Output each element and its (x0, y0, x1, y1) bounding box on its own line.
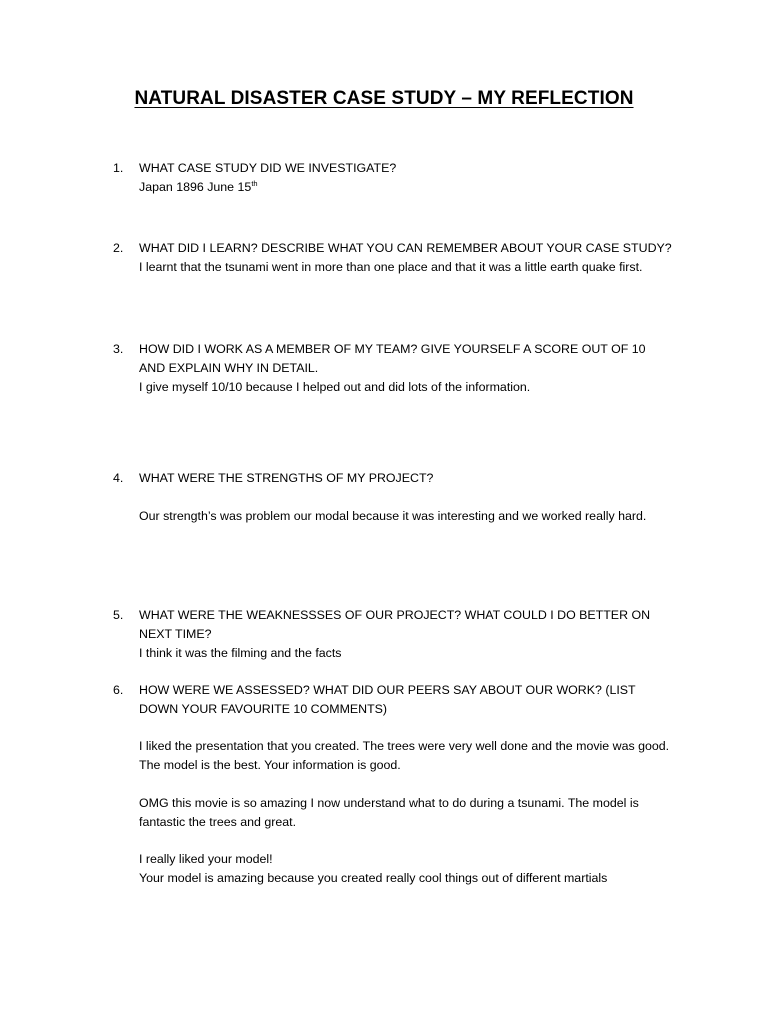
question-number: 5. (113, 608, 124, 622)
question-item-4 (113, 469, 673, 525)
answer-text: Our strength’s was problem our modal because it was interesting and we worked really hard. (139, 508, 647, 523)
peer-comment: OMG this movie is so amazing I now understand what to do during a tsunami. The model is fantastic the trees and great. (139, 795, 639, 829)
question-text: WHAT WERE THE WEAKNESSSES OF OUR PROJECT? WHAT COULD I DO BETTER ON NEXT TIME? (139, 608, 651, 641)
answer-text: I learnt that the tsunami went in more than one place and that it was a little earth quake first. (139, 259, 643, 274)
question-number: 2. (113, 241, 124, 255)
answer-superscript: th (251, 178, 258, 188)
answer-text (139, 178, 673, 197)
spacer (139, 775, 673, 794)
spacer (139, 719, 673, 738)
question-text: WHAT WERE THE STRENGTHS OF MY PROJECT? (139, 471, 434, 485)
question-item-6 (113, 681, 673, 888)
answer-text: I think it was the filming and the facts (139, 645, 342, 660)
peer-comment: I really liked your model! (139, 852, 273, 867)
question-item-2 (113, 239, 673, 277)
answer-text: I give myself 10/10 because I helped out and did lots of the information. (139, 379, 531, 394)
question-item-3 (113, 340, 673, 396)
peer-comment: The model is the best. Your information is good. (139, 758, 401, 773)
question-text: HOW WERE WE ASSESSED? WHAT DID OUR PEERS SAY ABOUT OUR WORK? (LIST DOWN YOUR FAVOURITE 10 COMMENTS) (139, 683, 636, 716)
question-text: WHAT CASE STUDY DID WE INVESTIGATE? (139, 161, 397, 175)
question-number: 3. (113, 342, 124, 356)
answer-main: Japan 1896 June 15 (139, 179, 252, 194)
peer-comment: I liked the presentation that you created. The trees were very well done and the movie was good. (139, 739, 670, 754)
question-number: 1. (113, 161, 124, 175)
spacer (139, 831, 673, 850)
question-number: 4. (113, 471, 124, 485)
question-item-5 (113, 606, 673, 662)
document-title: NATURAL DISASTER CASE STUDY – MY REFLECTION (134, 88, 634, 109)
question-text: WHAT DID I LEARN? DESCRIBE WHAT YOU CAN REMEMBER ABOUT YOUR CASE STUDY? (139, 241, 672, 255)
question-number: 6. (113, 683, 124, 697)
peer-comment: Your model is amazing because you created really cool things out of different martials (139, 870, 608, 885)
question-text: HOW DID I WORK AS A MEMBER OF MY TEAM? GIVE YOURSELF A SCORE OUT OF 10 AND EXPLAIN WHY IN DETAIL. (139, 342, 646, 375)
question-item-1 (113, 159, 673, 197)
spacer (139, 488, 673, 507)
